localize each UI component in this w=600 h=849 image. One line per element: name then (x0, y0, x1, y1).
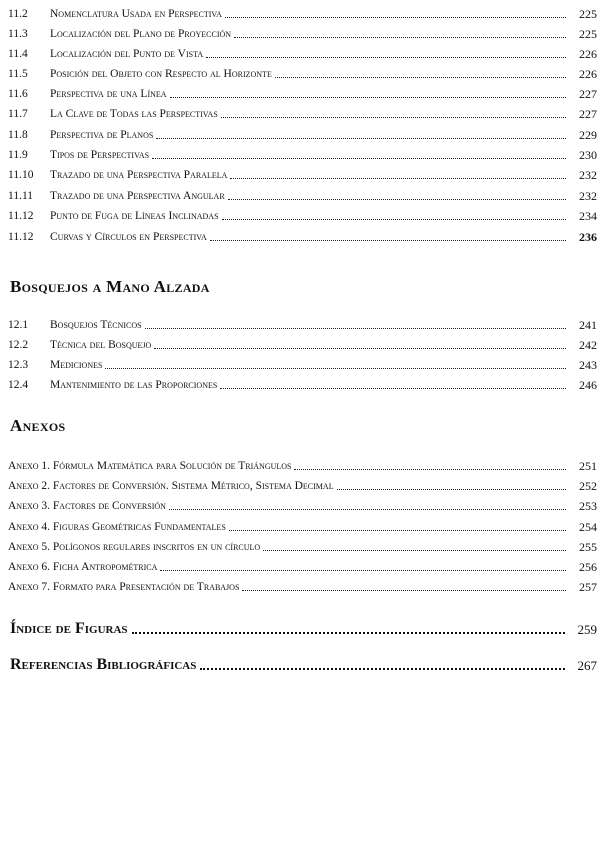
entry-title: Anexo 7. Formato para Presentación de Trabajos (8, 581, 240, 593)
entry-number: 11.2 (8, 8, 28, 20)
annexes-heading: Anexos (10, 416, 66, 435)
entry-title: Mantenimiento de las Proporciones (50, 379, 218, 391)
leader-dots (294, 469, 566, 470)
toc-entry-12-1[interactable] (8, 315, 597, 332)
toc-entry-11-8[interactable] (8, 125, 597, 142)
entry-title: Técnica del Bosquejo (50, 339, 152, 351)
entry-number: 12.3 (8, 359, 29, 371)
entry-title: Tipos de Perspectivas (50, 149, 150, 161)
entry-title: Anexo 1. Fórmula Matemática para Solución de Triángulos (8, 460, 292, 472)
toc-annex-7[interactable] (8, 577, 597, 594)
leader-dots (225, 17, 566, 18)
entry-title: Trazado de una Perspectiva Angular (50, 190, 225, 202)
entry-title: Perspectiva de Planos (50, 129, 154, 141)
entry-page: 225 (579, 27, 597, 41)
toc-entry-11-9[interactable] (8, 145, 597, 162)
leader-dots (154, 348, 566, 349)
entry-page: 236 (579, 230, 597, 244)
entry-page: 246 (579, 378, 597, 392)
entry-number: 11.12 (8, 231, 34, 243)
entry-page: 254 (579, 520, 597, 534)
entry-page: 227 (579, 107, 597, 121)
leader-dots (105, 368, 566, 369)
toc-entry-11-4[interactable] (8, 44, 597, 61)
entry-title: Anexo 5. Polígonos regulares inscritos en un círculo (8, 541, 261, 553)
entry-title: Localización del Punto de Vista (50, 48, 204, 60)
entry-page: 256 (579, 560, 597, 574)
entry-page: 259 (577, 622, 597, 637)
entry-title: Referencias Bibliográficas (10, 656, 197, 673)
entry-page: 241 (579, 318, 597, 332)
toc-entry-12-4[interactable] (8, 375, 597, 392)
leader-dots (169, 509, 566, 510)
leader-dots (170, 97, 566, 98)
entry-number: 11.11 (8, 190, 34, 202)
leader-dots (206, 57, 566, 58)
entry-title: Mediciones (50, 359, 103, 371)
leader-dots (132, 632, 565, 634)
entry-page: 229 (579, 128, 597, 142)
entry-number: 11.8 (8, 129, 28, 141)
toc-entry-12-3[interactable] (8, 355, 597, 372)
entry-page: 251 (579, 459, 597, 473)
entry-title: Bosquejos Técnicos (50, 319, 142, 331)
toc-entry-11-11[interactable] (8, 186, 597, 203)
entry-title: La Clave de Todas las Perspectivas (50, 108, 218, 120)
entry-number: 11.9 (8, 149, 28, 161)
entry-page: 234 (579, 209, 597, 223)
leader-dots (221, 117, 566, 118)
entry-page: 243 (579, 358, 597, 372)
leader-dots (229, 530, 566, 531)
entry-page: 232 (579, 168, 597, 182)
toc-annex-1[interactable] (8, 456, 597, 473)
entry-number: 12.2 (8, 339, 29, 351)
leader-dots (160, 570, 566, 571)
toc-entry-12-2[interactable] (8, 335, 597, 352)
entry-number: 11.7 (8, 108, 28, 120)
entry-title: Perspectiva de una Línea (50, 88, 167, 100)
toc-entry-11-6[interactable] (8, 84, 597, 101)
entry-page: 226 (579, 67, 597, 81)
leader-dots (220, 388, 566, 389)
toc-entry-11-12b[interactable] (8, 227, 597, 244)
chapter-heading: Bosquejos a Mano Alzada (10, 277, 210, 296)
entry-number: 11.4 (8, 48, 28, 60)
leader-dots (228, 199, 566, 200)
leader-dots (210, 240, 566, 241)
leader-dots (222, 219, 566, 220)
entry-number: 11.6 (8, 88, 28, 100)
toc-entry-11-3[interactable] (8, 24, 597, 41)
entry-page: 255 (579, 540, 597, 554)
entry-page: 242 (579, 338, 597, 352)
toc-annex-3[interactable] (8, 496, 597, 513)
toc-annex-6[interactable] (8, 557, 597, 574)
entry-page: 230 (579, 148, 597, 162)
entry-page: 257 (579, 580, 597, 594)
leader-dots (230, 178, 566, 179)
leader-dots (145, 328, 566, 329)
entry-page: 226 (579, 47, 597, 61)
entry-title: Anexo 2. Factores de Conversión. Sistema Métrico, Sistema Decimal (8, 480, 334, 492)
entry-title: Posición del Objeto con Respecto al Horizonte (50, 68, 272, 80)
entry-title: Índice de Figuras (10, 620, 128, 637)
leader-dots (152, 158, 566, 159)
entry-title: Anexo 3. Factores de Conversión (8, 500, 166, 512)
toc-entry-11-10[interactable] (8, 165, 597, 182)
leader-dots (263, 550, 566, 551)
toc-annex-2[interactable] (8, 476, 597, 493)
leader-dots (337, 489, 566, 490)
toc-bibliography[interactable] (10, 656, 597, 674)
entry-number: 11.5 (8, 68, 28, 80)
leader-dots (275, 77, 566, 78)
leader-dots (234, 37, 566, 38)
toc-entry-11-5[interactable] (8, 64, 597, 81)
entry-number: 11.12 (8, 210, 34, 222)
entry-number: 11.3 (8, 28, 28, 40)
toc-entry-11-2[interactable] (8, 4, 597, 21)
entry-page: 232 (579, 189, 597, 203)
leader-dots (156, 138, 566, 139)
entry-title: Anexo 6. Ficha Antropométrica (8, 561, 158, 573)
entry-title: Anexo 4. Figuras Geométricas Fundamentales (8, 521, 226, 533)
entry-page: 225 (579, 7, 597, 21)
entry-page: 253 (579, 499, 597, 513)
entry-title: Nomenclatura Usada en Perspectiva (50, 8, 222, 20)
toc-annex-5[interactable] (8, 537, 597, 554)
leader-dots (200, 668, 565, 670)
entry-page: 252 (579, 479, 597, 493)
entry-number: 12.4 (8, 379, 29, 391)
toc-figure-index[interactable] (10, 620, 597, 638)
entry-title: Trazado de una Perspectiva Paralela (50, 169, 228, 181)
entry-title: Localización del Plano de Proyección (50, 28, 232, 40)
toc-entry-11-7[interactable] (8, 104, 597, 121)
entry-title: Punto de Fuga de Líneas Inclinadas (50, 210, 219, 222)
toc-entry-11-12[interactable] (8, 206, 597, 223)
entry-page: 227 (579, 87, 597, 101)
toc-annex-4[interactable] (8, 517, 597, 534)
entry-number: 11.10 (8, 169, 34, 181)
entry-number: 12.1 (8, 319, 29, 331)
entry-title: Curvas y Círculos en Perspectiva (50, 231, 207, 243)
entry-page: 267 (577, 658, 597, 673)
leader-dots (242, 590, 566, 591)
